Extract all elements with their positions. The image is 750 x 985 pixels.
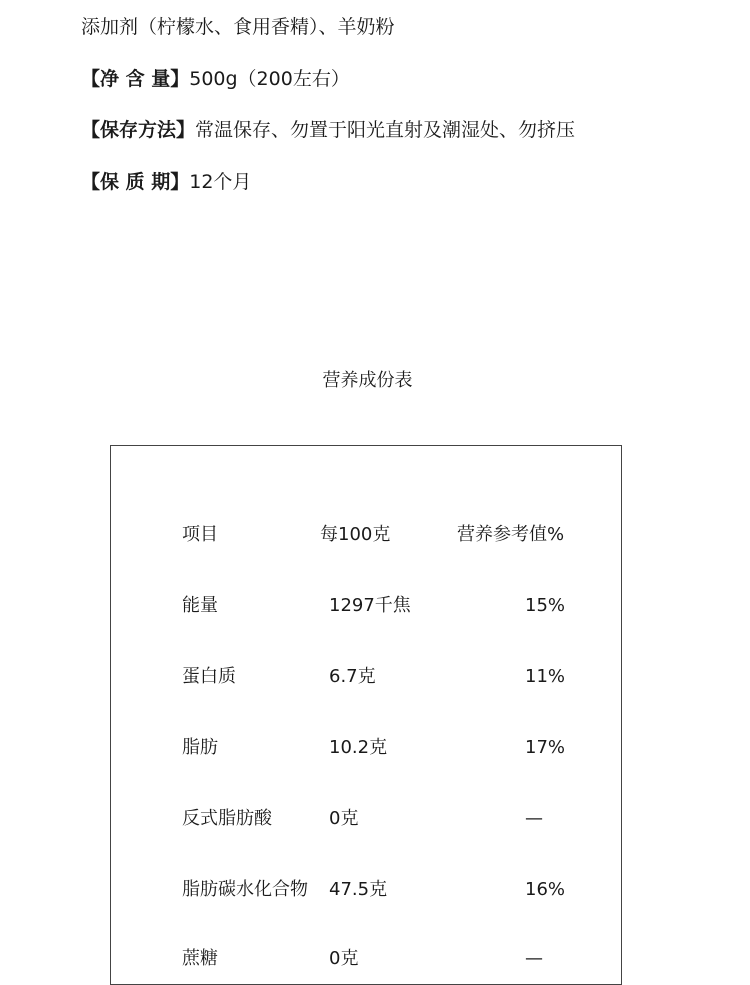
ingredients-tail-line (81, 14, 395, 40)
net-content-line (81, 66, 350, 92)
header-item: 项目 (182, 524, 218, 545)
row-item: 脂肪碳水化合物 (182, 879, 308, 900)
nutrition-header-row (111, 522, 621, 548)
row-item: 蔗糖 (182, 948, 218, 969)
row-nrv: 11% (525, 666, 566, 687)
table-row (111, 664, 621, 690)
storage-method-label: 【保存方法】 (81, 119, 196, 141)
row-nrv: — (525, 948, 543, 969)
ingredients-tail-text: 添加剂（柠檬水、食用香精）、羊奶粉 (81, 16, 395, 38)
row-nrv: 17% (525, 737, 566, 758)
row-item: 脂肪 (182, 737, 218, 758)
header-per-100g: 每100克 (320, 524, 391, 545)
row-item: 能量 (182, 595, 218, 616)
net-content-label: 【净 含 量】 (81, 68, 190, 90)
row-per-100g: 1297千焦 (329, 595, 411, 616)
table-row (111, 735, 621, 761)
table-row (111, 593, 621, 619)
row-per-100g: 10.2克 (329, 737, 388, 758)
table-row (111, 946, 621, 972)
row-per-100g: 0克 (329, 808, 359, 829)
row-item: 反式脂肪酸 (182, 808, 272, 829)
row-item: 蛋白质 (182, 666, 236, 687)
storage-method-line (81, 117, 575, 143)
nutrition-table (110, 445, 622, 985)
nutrition-table-title: 营养成份表 (322, 370, 413, 391)
shelf-life-label: 【保 质 期】 (81, 171, 190, 193)
row-nrv: 16% (525, 879, 566, 900)
row-per-100g: 0克 (329, 948, 359, 969)
header-nrv: 营养参考值% (457, 524, 565, 545)
row-nrv: 15% (525, 595, 566, 616)
storage-method-value: 常温保存、勿置于阳光直射及潮湿处、勿挤压 (195, 119, 576, 141)
table-row (111, 877, 621, 903)
row-per-100g: 47.5克 (329, 879, 388, 900)
shelf-life-line (81, 169, 251, 195)
table-row (111, 806, 621, 832)
row-per-100g: 6.7克 (329, 666, 376, 687)
row-nrv: — (525, 808, 543, 829)
net-content-value: 500g（200左右） (189, 68, 350, 90)
shelf-life-value: 12个月 (189, 171, 252, 193)
